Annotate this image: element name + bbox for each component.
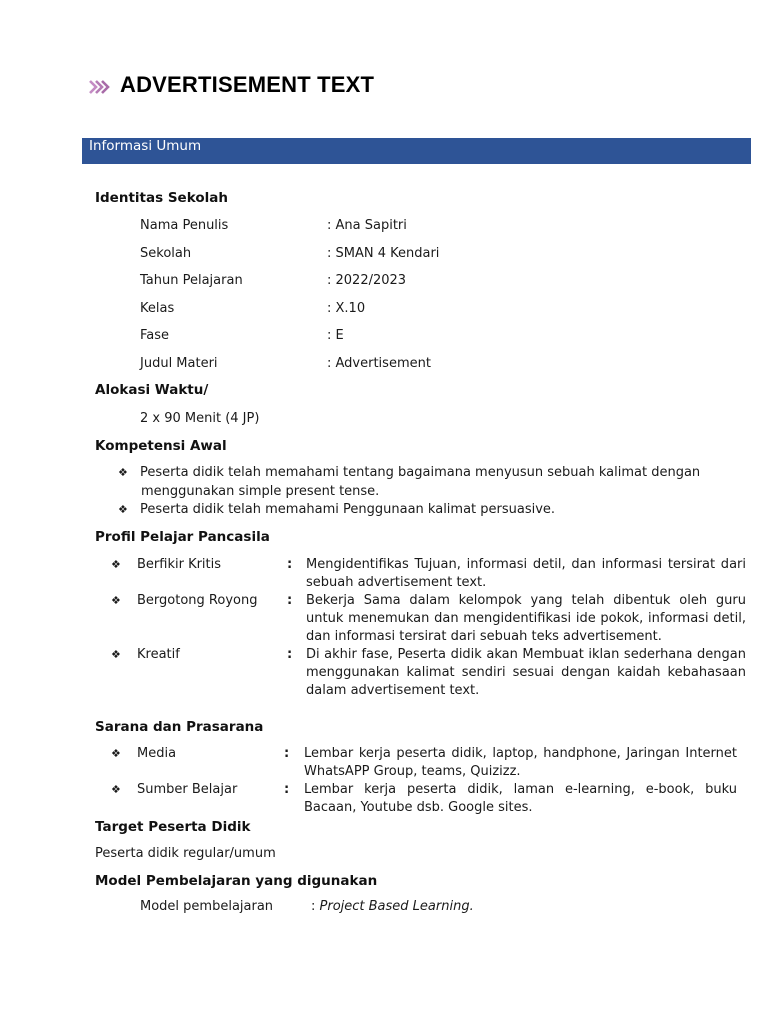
profil-item-text: Di akhir fase, Peserta didik akan Membuat iklan sederhana dengan menggunakan kalimat sendiri sesuai dengan kaidah kebahasaan dalam advertisement text. — [306, 647, 746, 698]
identitas-value: : E — [327, 328, 344, 343]
diamond-bullet-icon: ❖ — [111, 747, 121, 760]
page-title: ADVERTISEMENT TEXT — [120, 72, 375, 97]
sarana-heading: Sarana dan Prasarana — [95, 719, 264, 735]
section-bar-label: Informasi Umum — [89, 138, 202, 154]
diamond-bullet-icon: ❖ — [118, 466, 128, 479]
profil-heading: Profil Pelajar Pancasila — [95, 529, 270, 545]
diamond-bullet-icon: ❖ — [111, 558, 121, 571]
diamond-bullet-icon: ❖ — [111, 648, 121, 661]
profil-item-label: Kreatif — [137, 647, 180, 662]
diamond-bullet-icon: ❖ — [111, 594, 121, 607]
profil-item-colon: : — [287, 557, 293, 572]
identitas-label: Nama Penulis — [140, 218, 229, 233]
identitas-value: : Ana Sapitri — [327, 218, 407, 233]
identitas-label: Sekolah — [140, 246, 192, 261]
diamond-bullet-icon: ❖ — [118, 503, 128, 516]
diamond-bullet-icon: ❖ — [111, 783, 121, 796]
sarana-item-label: Media — [137, 746, 177, 761]
model-value-line — [311, 899, 474, 914]
kompetensi-item-text: menggunakan simple present tense. — [141, 484, 380, 499]
double-chevron-right-icon — [88, 78, 112, 96]
profil-item-colon: : — [287, 593, 293, 608]
identitas-heading: Identitas Sekolah — [95, 190, 228, 206]
profil-item-label: Berfikir Kritis — [137, 557, 222, 572]
identitas-value: : SMAN 4 Kendari — [327, 246, 440, 261]
kompetensi-item-text: Peserta didik telah memahami Penggunaan kalimat persuasive. — [140, 502, 556, 517]
profil-item-text: Mengidentifikas Tujuan, informasi detil, dan informasi tersirat dari sebuah advertisement text. — [306, 557, 746, 590]
kompetensi-heading: Kompetensi Awal — [95, 438, 227, 454]
profil-item-colon: : — [287, 647, 293, 662]
model-heading: Model Pembelajaran yang digunakan — [95, 873, 378, 889]
model-colon: : — [311, 899, 320, 914]
alokasi-heading: Alokasi Waktu/ — [95, 382, 209, 398]
target-heading: Target Peserta Didik — [95, 819, 251, 835]
alokasi-value: 2 x 90 Menit (4 JP) — [140, 411, 260, 426]
identitas-label: Tahun Pelajaran — [140, 273, 243, 288]
model-value: Project Based Learning. — [319, 899, 474, 914]
identitas-label: Fase — [140, 328, 170, 343]
sarana-item-text: Lembar kerja peserta didik, laptop, handphone, Jaringan Internet WhatsAPP Group, teams, Quizizz. — [304, 746, 737, 779]
sarana-item-colon: : — [284, 746, 290, 761]
identitas-value: : 2022/2023 — [327, 273, 407, 288]
identitas-label: Kelas — [140, 301, 175, 316]
sarana-item-colon: : — [284, 782, 290, 797]
profil-item-label: Bergotong Royong — [137, 593, 258, 608]
kompetensi-item-text: Peserta didik telah memahami tentang bagaimana menyusun sebuah kalimat dengan — [140, 465, 701, 480]
sarana-item-text: Lembar kerja peserta didik, laman e-learning, e-book, buku Bacaan, Youtube dsb. Google sites. — [304, 782, 737, 815]
identitas-value: : X.10 — [327, 301, 366, 316]
section-bar — [82, 138, 751, 164]
identitas-value: : Advertisement — [327, 356, 431, 371]
model-label: Model pembelajaran — [140, 899, 274, 914]
target-value: Peserta didik regular/umum — [95, 846, 276, 861]
identitas-label: Judul Materi — [140, 356, 218, 371]
sarana-item-label: Sumber Belajar — [137, 782, 238, 797]
profil-item-text: Bekerja Sama dalam kelompok yang telah dibentuk oleh guru untuk menemukan dan mengidentifikasi ide pokok, informasi detil, dan informasi tersirat dari sebuah teks advertisement. — [306, 593, 746, 644]
